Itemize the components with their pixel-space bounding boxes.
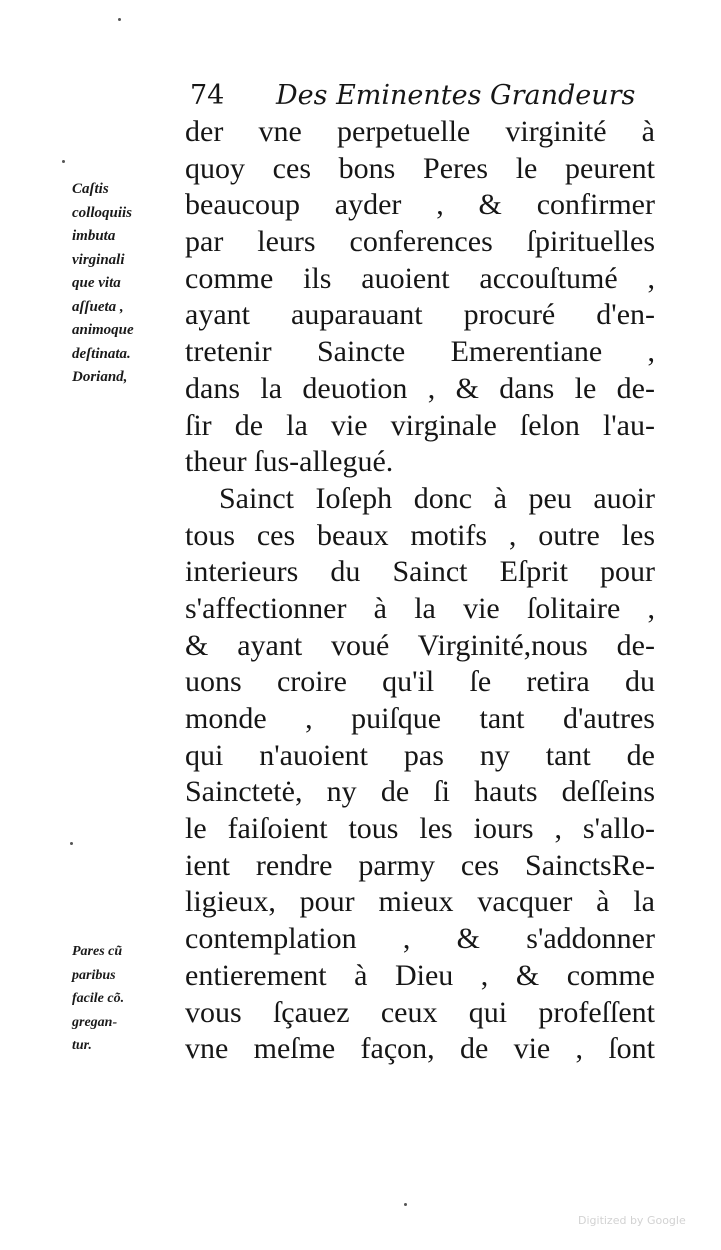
margin-note-line: gregan- (72, 1014, 118, 1030)
margin-note-line: facile cõ. (72, 991, 125, 1006)
text-line: monde , puiſque tant d'autres (185, 702, 655, 735)
margin-note-line: tur. (72, 1038, 92, 1053)
margin-note-line: virginali (72, 251, 125, 268)
margin-note-line: deſtinata. (72, 345, 131, 362)
text-line: ligieux, pour mieux vacquer à la (185, 885, 655, 919)
text-line: comme ils auoient accouſtumé , (185, 261, 655, 295)
text-line: ſir de la vie virginale ſelon l'au- (185, 408, 655, 442)
body-text (185, 114, 655, 1068)
text-line: vous ſçauez ceux qui profeſſent (185, 995, 655, 1029)
text-line: der vne perpetuelle virginité à (185, 115, 655, 148)
margin-note-line: paribus (72, 967, 116, 983)
paper-speck (118, 18, 121, 21)
text-line: le faiſoient tous les iours , s'allo- (185, 812, 655, 846)
text-line: qui n'auoient pas ny tant de (185, 738, 655, 772)
text-line: ient rendre parmy ces SainctsRe- (185, 848, 655, 882)
margin-note-line: Caſtis (72, 181, 109, 197)
text-line: tretenir Saincte Emerentiane , (185, 335, 655, 369)
margin-note-line: aſſueta , (72, 298, 124, 315)
text-line: interieurs du Sainct Eſprit pour (185, 555, 655, 589)
text-line: dans la deuotion , & dans le de- (185, 371, 655, 405)
text-line: entierement à Dieu , & comme (185, 958, 655, 992)
text-line: Sainctetė, ny de ſi hauts deſſeins (185, 775, 655, 809)
digitization-watermark: Digitized by Google (578, 1214, 686, 1227)
text-line: & ayant voué Virginité,nous de- (185, 628, 655, 662)
text-line: uons croire qu'il ſe retira du (185, 665, 655, 699)
margin-note-line: Pares cũ (72, 944, 123, 959)
margin-note-line: que vita (72, 275, 121, 291)
margin-note-line: Doriand, (72, 369, 128, 385)
text-line: tous ces beaux motifs , outre les (185, 518, 655, 552)
running-title: Des Eminentes Grandeurs (276, 80, 636, 111)
page-number: 74 (190, 80, 225, 111)
text-line: vne meſme façon, de vie , ſont (185, 1032, 655, 1066)
text-line: par leurs conferences ſpirituelles (185, 225, 655, 259)
margin-note-1 (72, 178, 184, 390)
margin-note-line: animoque (72, 322, 134, 338)
running-header (190, 76, 636, 116)
text-line: contemplation , & s'addonner (185, 922, 655, 956)
text-line: ayant auparauant procuré d'en- (185, 298, 655, 332)
margin-note-2 (72, 940, 184, 1058)
text-line: quoy ces bons Peres le peurent (185, 151, 655, 185)
text-line: s'affectionner à la vie ſolitaire , (185, 591, 655, 625)
text-line: theur ſus-allegué. (185, 445, 394, 479)
paper-speck (404, 1203, 407, 1206)
paper-speck (62, 160, 65, 163)
paper-speck (70, 842, 73, 845)
text-line: beaucoup ayder , & confirmer (185, 188, 655, 222)
margin-note-line: imbuta (72, 228, 116, 244)
text-line: Sainct Ioſeph donc à peu auoir (219, 481, 655, 515)
margin-note-line: colloquiis (72, 204, 133, 221)
